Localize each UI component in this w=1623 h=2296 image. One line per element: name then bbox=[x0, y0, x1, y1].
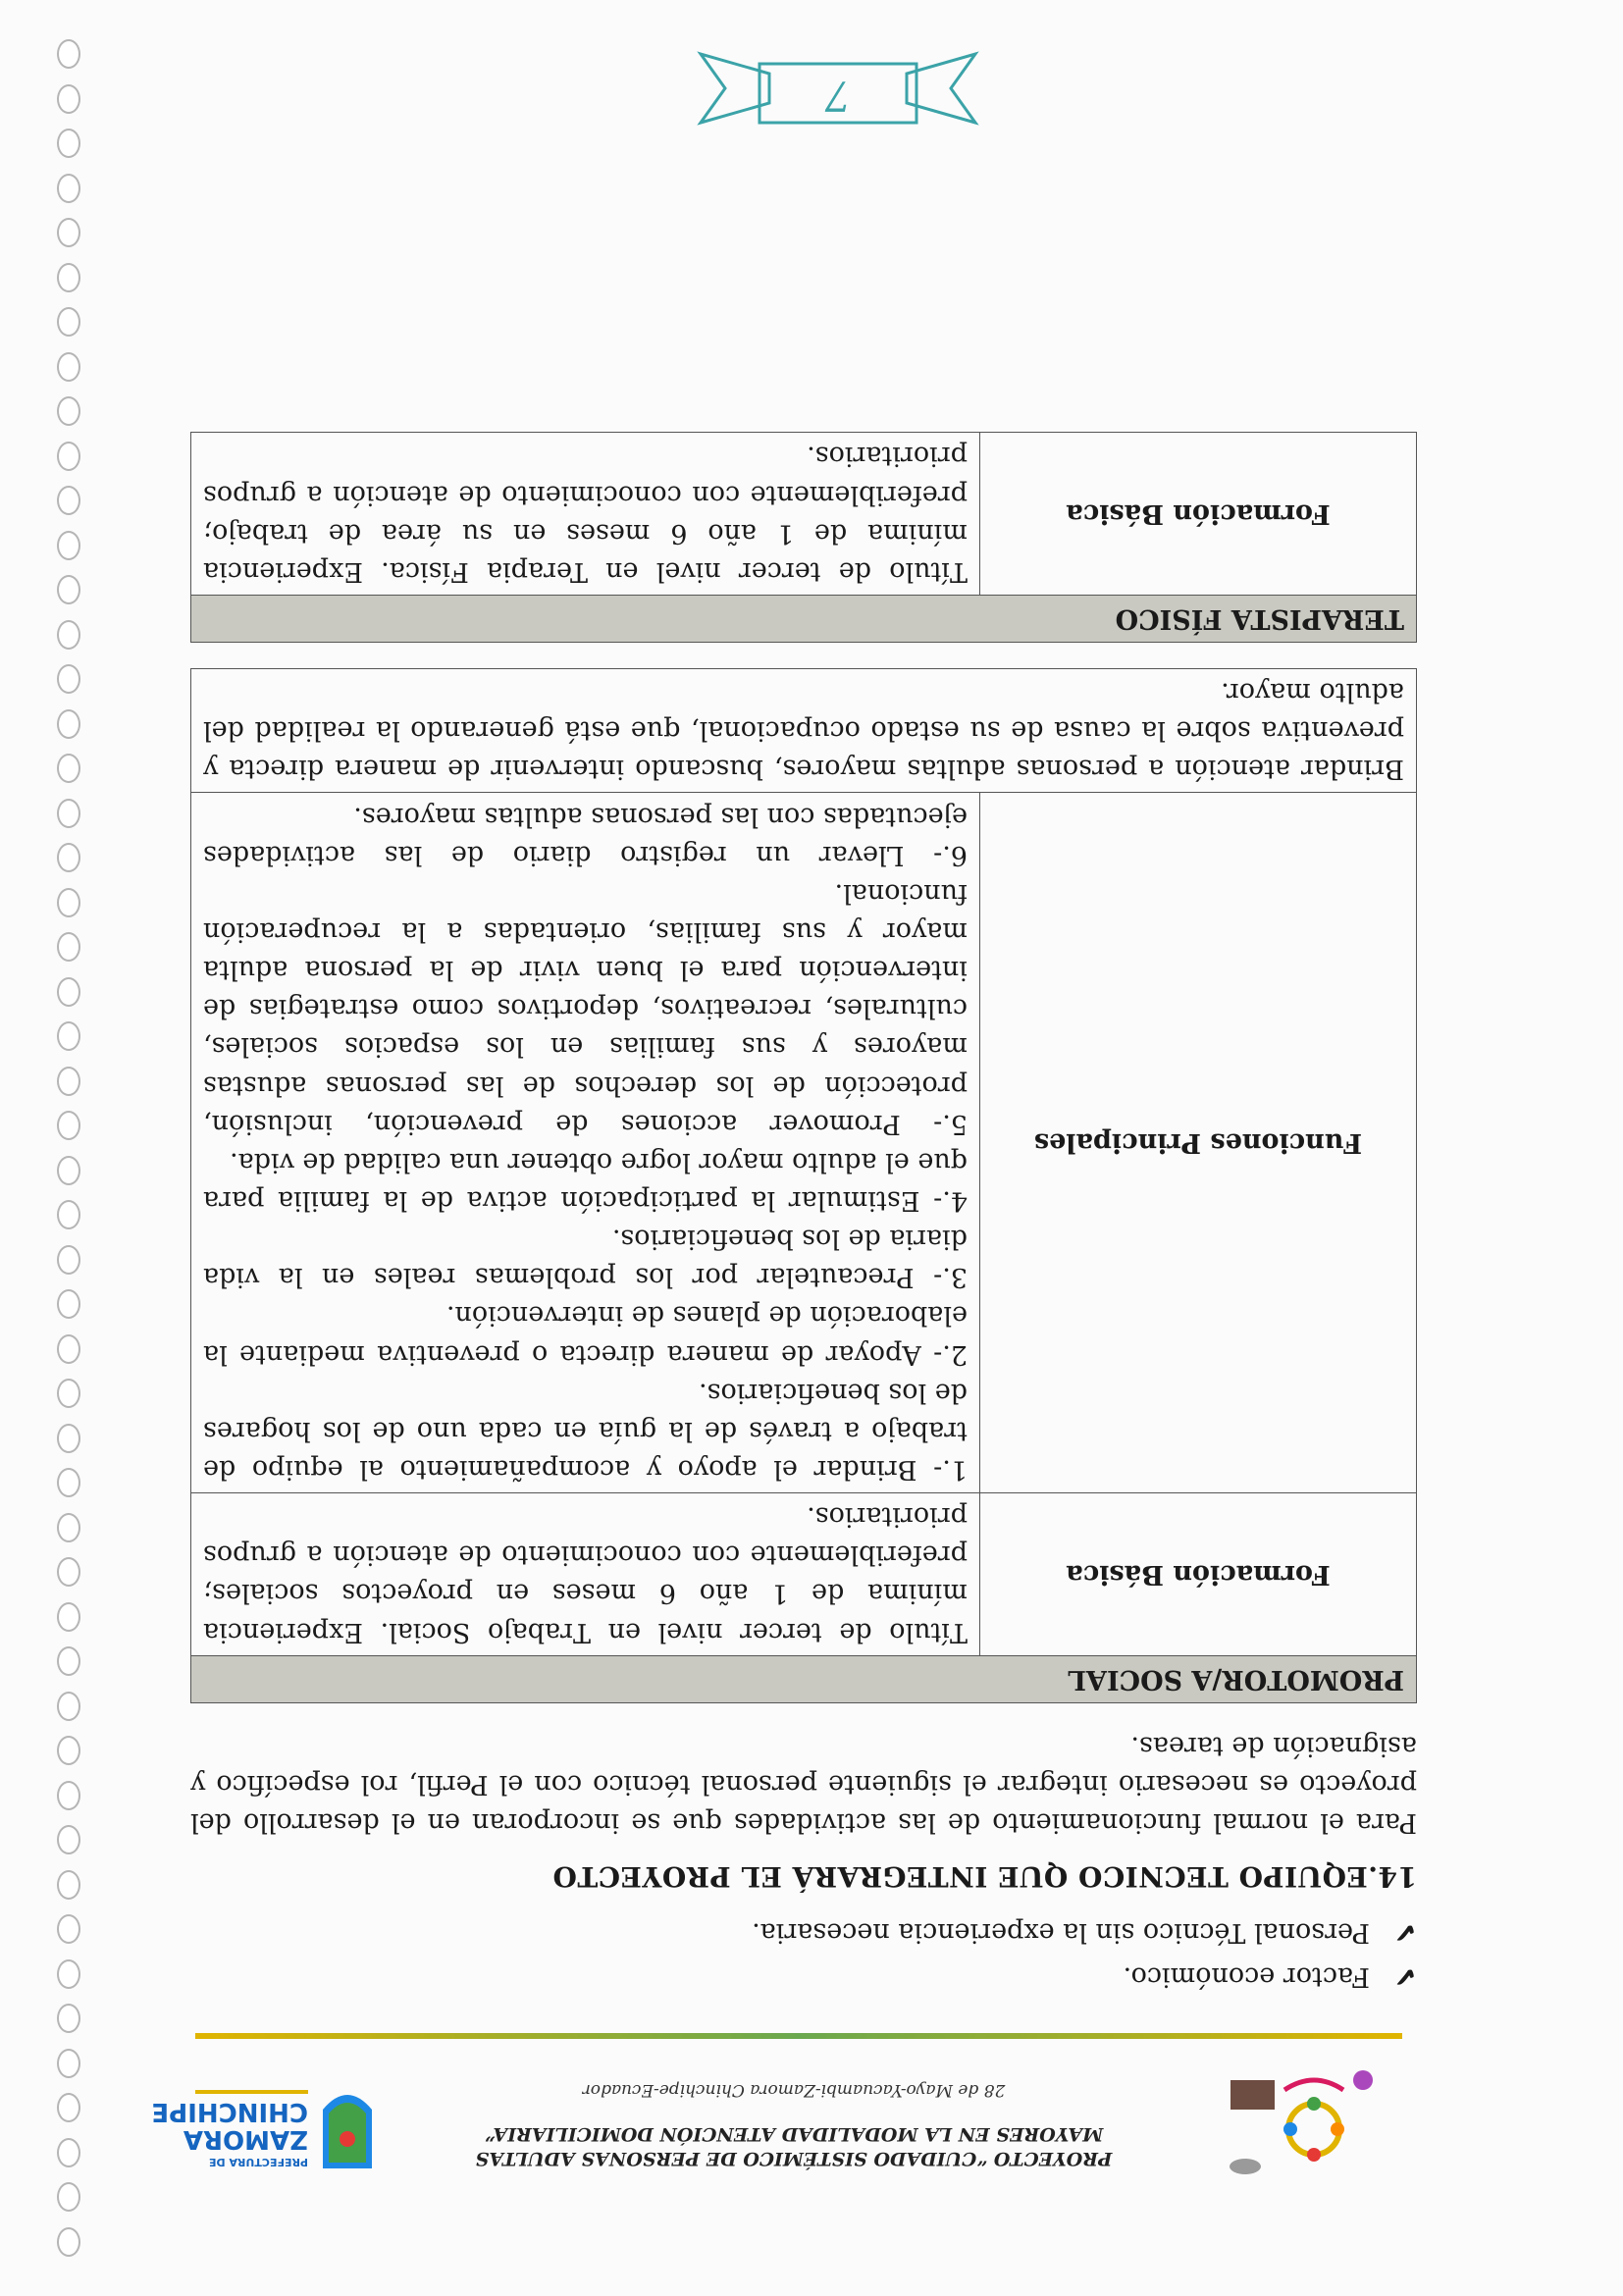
list-item-text: Personal Técnico sin la experiencia necesaria. bbox=[752, 1916, 1370, 1948]
page-body bbox=[190, 406, 1417, 2002]
binding-ring bbox=[57, 1469, 80, 1498]
binding-ring bbox=[57, 1737, 80, 1766]
table-header: TERAPISTA FÍSICO bbox=[191, 595, 1417, 642]
logo-text-mid: ZAMORA bbox=[183, 2124, 308, 2154]
binding-ring bbox=[57, 1424, 80, 1453]
table-row bbox=[191, 793, 1417, 1493]
terapista-table bbox=[190, 432, 1417, 643]
section-intro: Para el normal funcionamiento de las actividades que se incorporan en el desarrollo del proyecto es necesario integrar el siguiente personal técnico con el Perfil, rol específico y asignación de tareas. bbox=[190, 1730, 1417, 1839]
project-title-line-1: PROYECTO “CUIDADO SISTÉMICO DE PERSONAS ADULTAS bbox=[475, 2148, 1113, 2169]
binding-ring bbox=[57, 709, 80, 739]
header-divider bbox=[195, 2033, 1402, 2039]
binding-ring bbox=[57, 844, 80, 873]
check-icon: ✔ bbox=[1393, 1960, 1417, 1993]
binding-ring bbox=[57, 665, 80, 695]
binding-ring bbox=[57, 977, 80, 1007]
binding-ring bbox=[57, 1692, 80, 1721]
row-value: Título de tercer nivel en Terapia Física. Experiencia mínima de 1 año 6 meses en su área de trabajo; preferiblemente con conocimiento de atención a grupos prioritarios. bbox=[191, 433, 980, 596]
binding-ring bbox=[57, 2094, 80, 2123]
binding-ring bbox=[57, 219, 80, 248]
prefectura-logo-icon bbox=[151, 2065, 382, 2188]
binding-ring bbox=[57, 84, 80, 114]
binding-ring bbox=[57, 40, 80, 70]
function-item: 2.- Apoyar de manera directa o preventiva mediante la elaboración de planes de intervención. bbox=[203, 1300, 968, 1370]
list-item-text: Factor económico. bbox=[1123, 1961, 1370, 1992]
project-logo-icon bbox=[1226, 2065, 1402, 2188]
binding-ring bbox=[57, 2049, 80, 2078]
binding-ring bbox=[57, 620, 80, 650]
binding-ring bbox=[57, 1826, 80, 1855]
row-label: Formación Básica bbox=[980, 1493, 1417, 1656]
function-item: 5.- Promover acciones de prevención, inclusión, protección de los derechos de las personas adustas mayores y sus familias en los espacios sociales, culturales, recreativos, deportivos como estrategias de intervención para el buen vivir de la persona adulta mayor y sus familias, orientadas a la recuperación funcional. bbox=[203, 877, 968, 1139]
binding-ring bbox=[57, 2005, 80, 2034]
binding-ring bbox=[57, 1201, 80, 1230]
binding-ring bbox=[57, 308, 80, 338]
table-row bbox=[191, 433, 1417, 596]
binding-ring bbox=[57, 888, 80, 917]
row-description: Brindar atención a personas adultas mayores, buscando intervenir de manera directa y preventiva sobre la causa de su estado ocupacional, que está generando la realidad del adulto mayor. bbox=[191, 669, 1417, 793]
list-item bbox=[190, 1957, 1417, 1996]
project-title-line-2: MAYORES EN LA MODALIDAD ATENCIÓN DOMICILIARIA” bbox=[484, 2123, 1104, 2146]
binding-ring bbox=[57, 1334, 80, 1364]
binding-ring bbox=[57, 1959, 80, 1989]
section-title: 14.EQUIPO TECNICO QUE INTEGRARÁ EL PROYECTO bbox=[552, 1859, 1417, 1893]
binding-ring bbox=[57, 1647, 80, 1677]
binding-ring bbox=[57, 1558, 80, 1588]
binding-ring bbox=[57, 1290, 80, 1320]
list-item bbox=[190, 1913, 1417, 1952]
row-label: Funciones Principales bbox=[980, 793, 1417, 1493]
function-item: 4.- Estimular la participación activa de la familia para que el adulto mayor logre obtener una calidad de vida. bbox=[203, 1146, 968, 1217]
function-item: 3.- Precautelar por los problemas reales en la vida diaria de los beneficiarios. bbox=[203, 1224, 968, 1293]
spiral-binding bbox=[31, 39, 80, 2257]
promotor-table bbox=[190, 668, 1417, 1703]
binding-ring bbox=[57, 2227, 80, 2257]
binding-ring bbox=[57, 1245, 80, 1275]
row-value: Título de tercer nivel en Trabajo Social. Experiencia mínima de 1 año 6 meses en proyectos sociales; preferiblemente con conocimiento de atención a grupos prioritarios. bbox=[191, 1493, 980, 1656]
binding-ring bbox=[57, 352, 80, 382]
table-row bbox=[191, 1493, 1417, 1656]
binding-ring bbox=[57, 1067, 80, 1096]
binding-ring bbox=[57, 2183, 80, 2213]
project-location: 28 de Mayo-Yacuambi-Zamora Chinchipe-Ecuador bbox=[582, 2080, 1006, 2100]
binding-ring bbox=[57, 174, 80, 203]
function-item: 6.- Llevar un registro diario de las actividades ejecutadas con las personas adultas mayores. bbox=[203, 801, 968, 870]
binding-ring bbox=[57, 531, 80, 560]
binding-ring bbox=[57, 397, 80, 427]
table-header: PROMOTOR/A SOCIAL bbox=[191, 1655, 1417, 1702]
binding-ring bbox=[57, 576, 80, 605]
binding-ring bbox=[57, 1870, 80, 1900]
binding-ring bbox=[57, 1112, 80, 1141]
binding-ring bbox=[57, 487, 80, 516]
binding-ring bbox=[57, 755, 80, 784]
binding-ring bbox=[57, 1513, 80, 1542]
binding-ring bbox=[57, 1156, 80, 1185]
binding-ring bbox=[57, 933, 80, 963]
binding-ring bbox=[57, 1022, 80, 1052]
function-item: 1.- Brindar el apoyo y acompañamiento al equipo de trabajo a través de la guía en cada uno de los hogares de los beneficiarios. bbox=[203, 1377, 968, 1485]
check-icon: ✔ bbox=[1393, 1915, 1417, 1949]
binding-ring bbox=[57, 1380, 80, 1409]
binding-ring bbox=[57, 263, 80, 292]
binding-ring bbox=[57, 442, 80, 471]
binding-ring bbox=[57, 799, 80, 828]
row-label: Formación Básica bbox=[980, 433, 1417, 596]
binding-ring bbox=[57, 2138, 80, 2167]
project-title bbox=[392, 2122, 1196, 2170]
page-number: 7 bbox=[824, 72, 852, 120]
binding-ring bbox=[57, 1781, 80, 1810]
binding-ring bbox=[57, 1602, 80, 1632]
binding-ring bbox=[57, 130, 80, 159]
logo-text-top: PREFECTURA DE bbox=[208, 2156, 308, 2168]
logo-text-bottom: CHINCHIPE bbox=[151, 2097, 308, 2126]
binding-ring bbox=[57, 1915, 80, 1945]
checklist bbox=[190, 1913, 1417, 1996]
table-row bbox=[191, 669, 1417, 793]
functions-list bbox=[191, 793, 980, 1493]
page-header bbox=[151, 2070, 1402, 2188]
